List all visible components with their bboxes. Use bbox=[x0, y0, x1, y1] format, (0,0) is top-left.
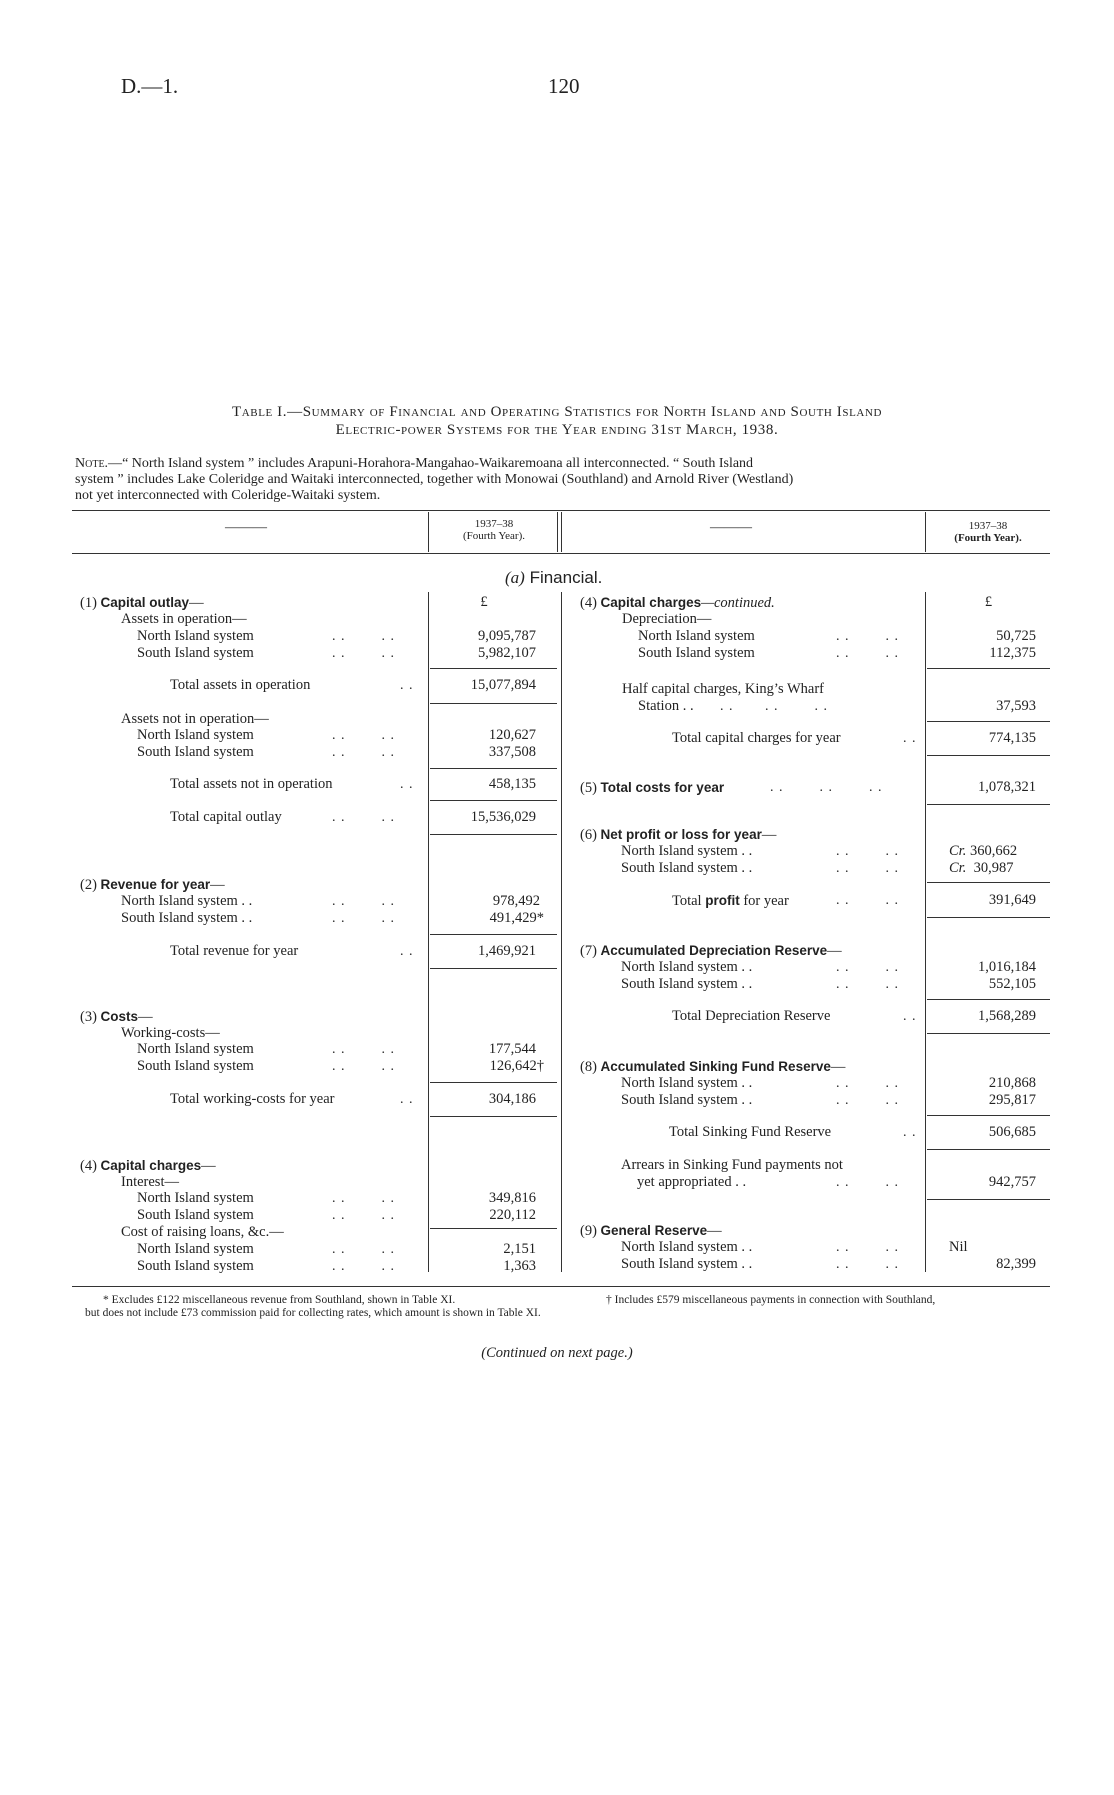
right-s4c-continued: —continued. bbox=[701, 595, 775, 611]
leader-dots: . . . . bbox=[836, 861, 899, 876]
leader-dots: . . . . bbox=[836, 1093, 899, 1108]
leader-dots: . . . . bbox=[332, 1191, 395, 1206]
right-total-profit-label bbox=[672, 892, 789, 910]
left-ni-rev-value: 978,492 bbox=[492, 893, 540, 909]
right-s7-title: Accumulated Depreciation Reserve bbox=[600, 943, 828, 958]
leader-dots: . . . . bbox=[332, 745, 395, 760]
footnote-asterisk: * Excludes £122 miscellaneous revenue from Southland, shown in Table XI. bbox=[103, 1294, 456, 1306]
left-total-rev-label: Total revenue for year bbox=[170, 943, 299, 959]
page-number: 120 bbox=[548, 74, 580, 98]
document-reference: D.—1. bbox=[121, 74, 179, 98]
right-s4c-heading bbox=[580, 594, 775, 612]
section-heading bbox=[505, 568, 602, 588]
right-s8-title: Accumulated Sinking Fund Reserve bbox=[600, 1059, 831, 1074]
right-si-sf-value: 295,817 bbox=[988, 1092, 1036, 1108]
leader-dots: . . . . bbox=[332, 728, 395, 743]
left-total-assets-not-label: Total assets not in operation bbox=[170, 776, 333, 792]
right-s6-title: Net profit or loss for year bbox=[600, 827, 762, 842]
right-s5-title: Total costs for year bbox=[600, 780, 725, 795]
note-line-2: system ” includes Lake Coleridge and Waitaki interconnected, together with Monowai (Southland) and Arnold River (Westland) bbox=[75, 472, 794, 487]
right-ni-adr-label: North Island system . . bbox=[621, 959, 753, 975]
table-bottom-rule bbox=[72, 1286, 1050, 1287]
left-assets-in-op-label: Assets in operation— bbox=[121, 611, 247, 627]
rule bbox=[430, 934, 557, 935]
leader-dots: . . . . bbox=[836, 1076, 899, 1091]
left-pound-sign: £ bbox=[480, 594, 488, 610]
right-header-dash: ——— bbox=[710, 520, 752, 535]
rule bbox=[927, 1115, 1050, 1116]
leader-dots: . . . . bbox=[332, 810, 395, 825]
leader-dots: . . bbox=[903, 1125, 917, 1140]
right-ni-dep-label: North Island system bbox=[638, 628, 755, 644]
left-working-costs-label: Working-costs— bbox=[121, 1025, 220, 1041]
left-si-assets-label: South Island system bbox=[137, 645, 254, 661]
leader-dots: . . . . bbox=[332, 1242, 395, 1257]
leader-dots: . . . . bbox=[332, 629, 395, 644]
right-total-cap-charges-label: Total capital charges for year bbox=[672, 730, 841, 746]
col-header-right bbox=[926, 520, 1050, 544]
rule bbox=[927, 917, 1050, 918]
col-header-right-year: 1937–38 bbox=[968, 520, 1008, 532]
right-arrears-value: 942,757 bbox=[988, 1174, 1036, 1190]
left-ni-rev-label: North Island system . . bbox=[121, 893, 253, 909]
leader-dots: . . . . bbox=[332, 1059, 395, 1074]
table-top-rule bbox=[72, 510, 1050, 511]
left-total-capital-value: 15,536,029 bbox=[470, 809, 536, 825]
left-s3-number: (3) bbox=[80, 1009, 97, 1025]
right-s6-number: (6) bbox=[580, 827, 597, 843]
leader-dots: . . . . bbox=[836, 646, 899, 661]
right-ni-profit-label: North Island system . . bbox=[621, 843, 753, 859]
note-label: Note.— bbox=[75, 456, 123, 471]
total-profit-bold: profit bbox=[705, 893, 740, 908]
rule bbox=[927, 882, 1050, 883]
left-si-raise-value: 1,363 bbox=[503, 1258, 536, 1274]
leader-dots: . . . . bbox=[836, 1257, 899, 1272]
leader-dots: . . . . bbox=[836, 960, 899, 975]
rule bbox=[927, 755, 1050, 756]
right-ni-profit bbox=[949, 843, 1017, 860]
left-si-not-label: South Island system bbox=[137, 744, 254, 760]
right-si-sf-label: South Island system . . bbox=[621, 1092, 753, 1108]
rule bbox=[430, 668, 557, 669]
left-s2-title: Revenue for year bbox=[100, 877, 211, 892]
right-si-dep-label: South Island system bbox=[638, 645, 755, 661]
right-pound-sign: £ bbox=[984, 594, 993, 610]
right-si-profit-label: South Island system . . bbox=[621, 860, 753, 876]
left-si-raise-label: South Island system bbox=[137, 1258, 254, 1274]
rule bbox=[430, 703, 557, 704]
col-divider-middle-body bbox=[561, 592, 562, 1272]
leader-dots: . . . . bbox=[836, 1240, 899, 1255]
left-ni-assets-label: North Island system bbox=[137, 628, 254, 644]
right-total-dep-res-label: Total Depreciation Reserve bbox=[672, 1008, 831, 1024]
leader-dots: . . . . bbox=[836, 977, 899, 992]
left-si-int-value: 220,112 bbox=[489, 1207, 536, 1223]
right-s5-number: (5) bbox=[580, 780, 597, 796]
rule bbox=[927, 804, 1050, 805]
left-ni-not-label: North Island system bbox=[137, 727, 254, 743]
right-half-cap-line-1: Half capital charges, King’s Wharf bbox=[622, 681, 824, 697]
right-s4c-number: (4) bbox=[580, 595, 597, 611]
credit-label: Cr. bbox=[949, 843, 967, 859]
right-si-profit bbox=[949, 860, 1013, 877]
rule bbox=[430, 834, 557, 835]
rule bbox=[927, 1199, 1050, 1200]
right-s8-number: (8) bbox=[580, 1059, 597, 1075]
left-s3-heading: (3) Costs— bbox=[80, 1009, 153, 1025]
right-total-sf-value: 506,685 bbox=[988, 1124, 1036, 1140]
right-s9-number: (9) bbox=[580, 1223, 597, 1239]
left-total-work-value: 304,186 bbox=[488, 1091, 536, 1107]
left-assets-not-op-label: Assets not in operation— bbox=[121, 711, 269, 727]
right-depreciation-label: Depreciation— bbox=[622, 611, 712, 627]
table-title-line-2: Electric-power Systems for the Year ending 31st March, 1938. bbox=[335, 422, 779, 438]
leader-dots: . . . . bbox=[332, 894, 395, 909]
credit-label: Cr. bbox=[949, 860, 967, 876]
right-ni-sf-value: 210,868 bbox=[988, 1075, 1036, 1091]
right-si-adr-label: South Island system . . bbox=[621, 976, 753, 992]
col-divider-middle-header-b bbox=[561, 512, 562, 552]
leader-dots: . . . . bbox=[332, 1042, 395, 1057]
left-si-rev-label: South Island system . . bbox=[121, 910, 253, 926]
rule bbox=[927, 1033, 1050, 1034]
left-ni-assets-value: 9,095,787 bbox=[478, 628, 536, 644]
right-si-adr-value: 552,105 bbox=[988, 976, 1036, 992]
leader-dots: . . bbox=[400, 944, 414, 959]
note-line-3: not yet interconnected with Coleridge-Waitaki system. bbox=[75, 488, 381, 503]
right-arrears-line-1: Arrears in Sinking Fund payments not bbox=[621, 1157, 843, 1173]
leader-dots: . . . . bbox=[836, 629, 899, 644]
left-ni-work-value: 177,544 bbox=[488, 1041, 536, 1057]
left-s4-title: Capital charges bbox=[100, 1158, 202, 1173]
table-header-rule bbox=[72, 553, 1050, 554]
rule bbox=[927, 1149, 1050, 1150]
leader-dots: . . bbox=[400, 678, 414, 693]
right-half-cap-line-2: Station . . bbox=[638, 698, 694, 714]
col-header-right-sub: (Fourth Year). bbox=[954, 532, 1022, 544]
left-s1-title: Capital outlay bbox=[100, 595, 190, 610]
left-interest-label: Interest— bbox=[121, 1174, 179, 1190]
leader-dots: . . bbox=[400, 1092, 414, 1107]
left-raising-label: Cost of raising loans, &c.— bbox=[121, 1224, 284, 1240]
rule bbox=[430, 1228, 557, 1229]
right-si-profit-value: 30,987 bbox=[973, 860, 1014, 876]
leader-dots: . . bbox=[903, 1009, 917, 1024]
right-ni-dep-value: 50,725 bbox=[996, 628, 1036, 644]
rule bbox=[430, 968, 557, 969]
left-si-work-label: South Island system bbox=[137, 1058, 254, 1074]
leader-dots: . . . . bbox=[836, 844, 899, 859]
left-total-assets-op-label: Total assets in operation bbox=[170, 677, 311, 693]
right-total-costs-value: 1,078,321 bbox=[978, 779, 1036, 795]
left-si-int-label: South Island system bbox=[137, 1207, 254, 1223]
left-s2-heading: (2) Revenue for year— bbox=[80, 877, 225, 893]
left-si-assets-value: 5,982,107 bbox=[478, 645, 536, 661]
left-si-not-value: 337,508 bbox=[488, 744, 536, 760]
left-total-work-label: Total working-costs for year bbox=[170, 1091, 335, 1107]
rule bbox=[430, 800, 557, 801]
leader-dots: . . . . bbox=[332, 1208, 395, 1223]
total-profit-suffix: for year bbox=[739, 893, 789, 909]
right-s7-heading: (7) Accumulated Depreciation Reserve— bbox=[580, 943, 842, 959]
leader-dots: . . bbox=[400, 777, 414, 792]
leader-dots: . . . . bbox=[836, 1175, 899, 1190]
right-s9-heading: (9) General Reserve— bbox=[580, 1223, 722, 1239]
left-ni-raise-label: North Island system bbox=[137, 1241, 254, 1257]
footnote-dagger: † Includes £579 miscellaneous payments in connection with Southland, bbox=[606, 1294, 936, 1306]
right-ni-sf-label: North Island system . . bbox=[621, 1075, 753, 1091]
right-s8-heading: (8) Accumulated Sinking Fund Reserve— bbox=[580, 1059, 846, 1075]
note-line-1: “ North Island system ” includes Arapuni-Horahora-Mangahao-Waikaremoana all interconnected. “ South Island bbox=[122, 456, 754, 471]
left-ni-int-label: North Island system bbox=[137, 1190, 254, 1206]
continued-note: (Continued on next page.) bbox=[481, 1345, 633, 1361]
right-total-dep-res-value: 1,568,289 bbox=[978, 1008, 1036, 1024]
leader-dots: . . . . . . bbox=[720, 699, 828, 714]
left-ni-work-label: North Island system bbox=[137, 1041, 254, 1057]
left-total-assets-op-value: 15,077,894 bbox=[470, 677, 536, 693]
left-total-assets-not-value: 458,135 bbox=[488, 776, 536, 792]
leader-dots: . . . . . . bbox=[770, 780, 883, 795]
left-total-capital-label: Total capital outlay bbox=[170, 809, 282, 825]
table-title-line-1: Table I.—Summary of Financial and Operating Statistics for North Island and South Island bbox=[231, 404, 883, 420]
leader-dots: . . bbox=[903, 731, 917, 746]
left-ni-not-value: 120,627 bbox=[488, 727, 536, 743]
left-ni-int-value: 349,816 bbox=[488, 1190, 536, 1206]
right-ni-gen-value: Nil bbox=[949, 1239, 968, 1255]
col-divider-left-header bbox=[428, 512, 429, 552]
leader-dots: . . . . bbox=[332, 646, 395, 661]
left-si-rev-value: 491,429* bbox=[489, 910, 544, 926]
col-divider-left-body bbox=[428, 592, 429, 1272]
right-arrears-line-2: yet appropriated . . bbox=[637, 1174, 747, 1190]
left-si-work-value: 126,642† bbox=[489, 1058, 544, 1074]
right-ni-profit-value: 360,662 bbox=[969, 843, 1018, 859]
rule bbox=[927, 999, 1050, 1000]
col-header-left bbox=[430, 518, 558, 542]
table-note bbox=[75, 456, 1050, 504]
left-s1-number: (1) bbox=[80, 595, 97, 611]
right-si-gen-label: South Island system . . bbox=[621, 1256, 753, 1272]
left-s3-title: Costs bbox=[100, 1009, 139, 1024]
right-si-gen-value: 82,399 bbox=[996, 1256, 1036, 1272]
section-title: Financial. bbox=[529, 568, 603, 587]
rule bbox=[927, 668, 1050, 669]
right-s5-heading bbox=[580, 779, 724, 797]
section-label: (a) bbox=[505, 568, 525, 587]
leader-dots: . . . . bbox=[332, 1259, 395, 1274]
left-s2-number: (2) bbox=[80, 877, 97, 893]
right-si-dep-value: 112,375 bbox=[989, 645, 1036, 661]
footnote-continuation: but does not include £73 commission paid for collecting rates, which amount is shown in Table XI. bbox=[85, 1307, 541, 1319]
right-ni-gen-label: North Island system . . bbox=[621, 1239, 753, 1255]
rule bbox=[430, 1116, 557, 1117]
left-total-rev-value: 1,469,921 bbox=[478, 943, 536, 959]
right-s9-title: General Reserve bbox=[600, 1223, 708, 1238]
right-half-cap-value: 37,593 bbox=[996, 698, 1036, 714]
col-divider-right-body bbox=[925, 592, 926, 1272]
right-total-profit-value: 391,649 bbox=[988, 892, 1036, 908]
left-ni-raise-value: 2,151 bbox=[503, 1241, 536, 1257]
right-s7-number: (7) bbox=[580, 943, 597, 959]
col-header-left-year: 1937–38 bbox=[474, 518, 514, 530]
rule bbox=[430, 768, 557, 769]
rule bbox=[927, 721, 1050, 722]
left-header-dash: ——— bbox=[225, 520, 267, 535]
right-s6-heading: (6) Net profit or loss for year— bbox=[580, 827, 777, 843]
col-header-left-sub: (Fourth Year). bbox=[462, 530, 526, 542]
total-profit-prefix: Total bbox=[672, 893, 706, 909]
leader-dots: . . . . bbox=[332, 911, 395, 926]
rule bbox=[430, 1082, 557, 1083]
right-s4c-title: Capital charges bbox=[600, 595, 702, 610]
left-s4-heading: (4) Capital charges— bbox=[80, 1158, 216, 1174]
right-total-cap-charges-value: 774,135 bbox=[988, 730, 1036, 746]
left-s1-heading: (1) Capital outlay— bbox=[80, 595, 204, 611]
right-total-sf-label: Total Sinking Fund Reserve bbox=[669, 1124, 832, 1140]
left-s4-number: (4) bbox=[80, 1158, 97, 1174]
leader-dots: . . . . bbox=[836, 893, 899, 908]
right-ni-adr-value: 1,016,184 bbox=[978, 959, 1036, 975]
